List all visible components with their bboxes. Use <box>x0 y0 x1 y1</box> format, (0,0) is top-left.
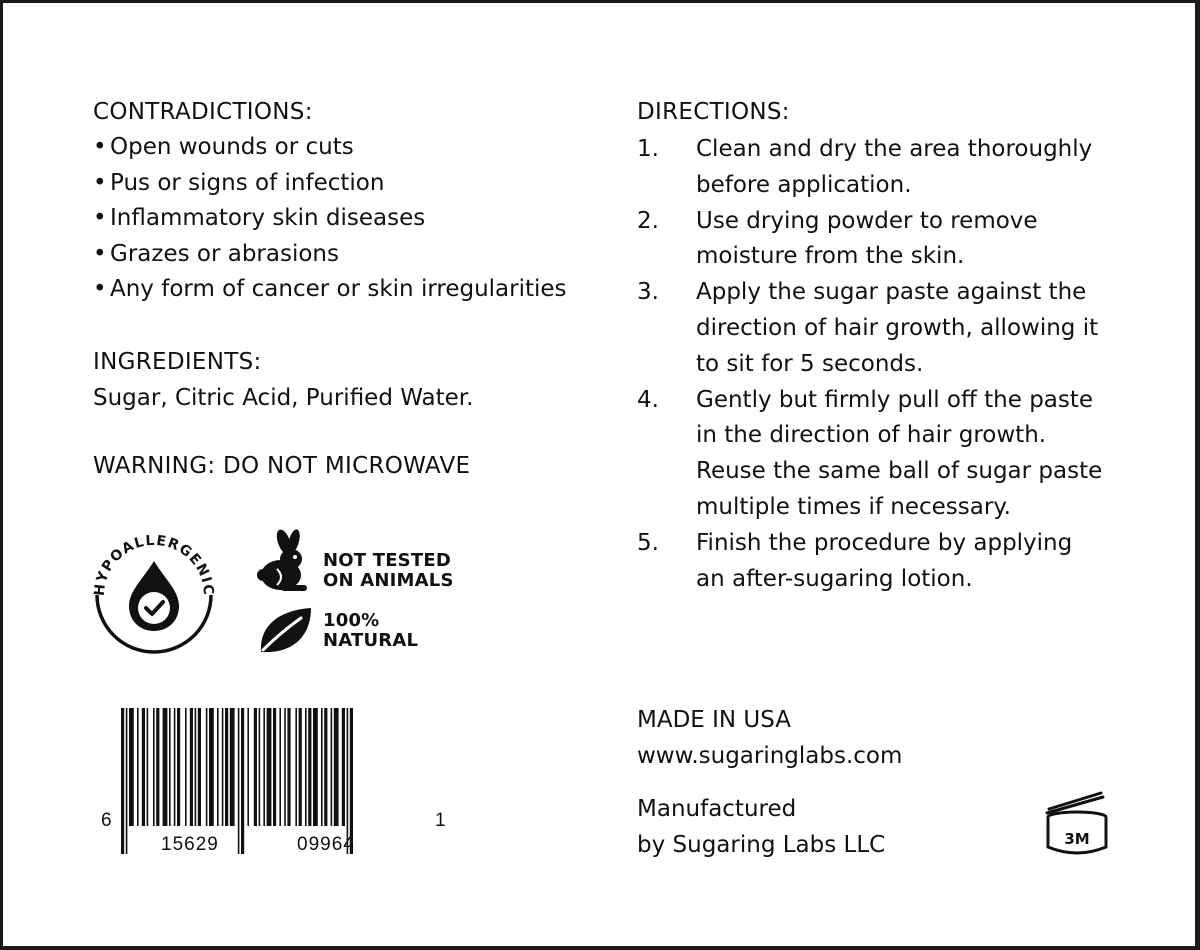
ingredients-text: Sugar, Citric Acid, Purified Water. <box>93 385 474 411</box>
barcode-bar <box>308 708 311 826</box>
ingredients-title: INGREDIENTS: <box>93 349 262 375</box>
contraindications-list <box>93 130 567 308</box>
barcode-bar <box>350 708 353 854</box>
contraindications-title: CONTRADICTIONS: <box>93 99 313 125</box>
list-item: 1. Clean and dry the area thoroughly before application. <box>637 136 1093 198</box>
barcode-bar <box>121 708 124 854</box>
barcode-bar <box>331 708 333 826</box>
hypoallergenic-label: HYPOALLERGENIC <box>91 533 217 597</box>
barcode-bar <box>206 708 208 826</box>
barcode-bar <box>305 708 307 826</box>
barcode-bar <box>153 708 155 826</box>
barcode-bar <box>185 708 187 826</box>
barcode-bar <box>217 708 219 826</box>
barcode-bar <box>295 708 297 826</box>
barcode-bar <box>190 708 193 826</box>
barcode-bar <box>313 708 318 826</box>
barcode-bar <box>284 708 286 826</box>
barcode-bar <box>169 708 171 826</box>
list-item: • Any form of cancer or skin irregularities <box>93 276 567 303</box>
barcode-bar <box>177 708 180 826</box>
natural-line2: NATURAL <box>323 630 419 651</box>
manufacturer-line2: by Sugaring Labs LLC <box>637 832 886 858</box>
barcode-bar <box>342 708 345 826</box>
directions-title: DIRECTIONS: <box>637 99 790 125</box>
barcode-bar <box>263 708 265 826</box>
list-item: • Inflammatory skin diseases <box>93 205 426 232</box>
barcode-bar <box>273 708 276 826</box>
droplet-check-icon <box>129 561 179 631</box>
list-item: • Grazes or abrasions <box>93 240 339 267</box>
barcode-bar <box>254 708 257 826</box>
barcode-bar <box>126 708 128 854</box>
barcode-bar <box>334 708 339 826</box>
barcode-group1: 15629 <box>161 834 219 855</box>
list-item: • Pus or signs of infection <box>93 169 385 196</box>
natural-line1: 100% <box>323 610 380 631</box>
barcode-bar <box>259 708 261 826</box>
barcode-bar <box>195 708 197 826</box>
manufacturer-line1: Manufactured <box>637 796 797 822</box>
hypoallergenic-badge <box>89 533 219 658</box>
barcode-bar <box>174 708 176 826</box>
barcode-bar <box>209 708 214 826</box>
barcode-bar <box>147 708 149 826</box>
barcode-bar <box>241 708 244 854</box>
barcode-bar <box>230 708 235 826</box>
barcode-bar <box>347 708 349 854</box>
barcode-group2: 09964 <box>297 834 355 855</box>
barcode-bar <box>137 708 139 826</box>
barcode-bar <box>156 708 159 826</box>
barcode-bar <box>324 708 327 826</box>
barcode-bar <box>299 708 302 826</box>
barcode-bar <box>198 708 201 826</box>
list-item: 2. Use drying powder to remove moisture from the skin. <box>637 207 1038 270</box>
barcode-bar <box>225 708 228 826</box>
barcode-bar <box>321 708 323 826</box>
product-label <box>3 3 1195 946</box>
barcode-digit-left: 6 <box>101 810 112 831</box>
directions-list <box>637 132 1106 597</box>
rabbit-icon <box>255 529 315 593</box>
list-item: • Open wounds or cuts <box>93 134 354 160</box>
jar-open-icon <box>1041 789 1113 859</box>
not-tested-line1: NOT TESTED <box>323 550 451 571</box>
barcode-digit-right: 1 <box>435 810 446 831</box>
made-in-text: MADE IN USA <box>637 707 792 733</box>
barcode-bar <box>238 708 240 854</box>
barcode-bar <box>129 708 134 826</box>
not-tested-line2: ON ANIMALS <box>323 570 454 591</box>
list-item: 3. Apply the sugar paste against the direction of hair growth, allowing it to sit for 5 seconds. <box>637 279 1099 377</box>
website-text: www.sugaringlabs.com <box>637 743 903 769</box>
barcode-bar <box>142 708 145 826</box>
barcode-bar <box>247 708 249 826</box>
warning-text: WARNING: DO NOT MICROWAVE <box>93 453 471 479</box>
list-item: 5. Finish the procedure by applying an after-sugaring lotion. <box>637 529 1073 592</box>
pao-label: 3M <box>1064 830 1090 848</box>
leaf-icon <box>257 606 313 654</box>
barcode-bar <box>279 708 281 826</box>
barcode-bar <box>222 708 224 826</box>
barcode-bar <box>287 708 290 826</box>
barcode-bar <box>163 708 168 826</box>
barcode-bar <box>267 708 272 826</box>
list-item: 4. Gently but firmly pull off the paste in the direction of hair growth. Reuse the same ball of sugar paste multiple times if necessary. <box>637 386 1103 520</box>
